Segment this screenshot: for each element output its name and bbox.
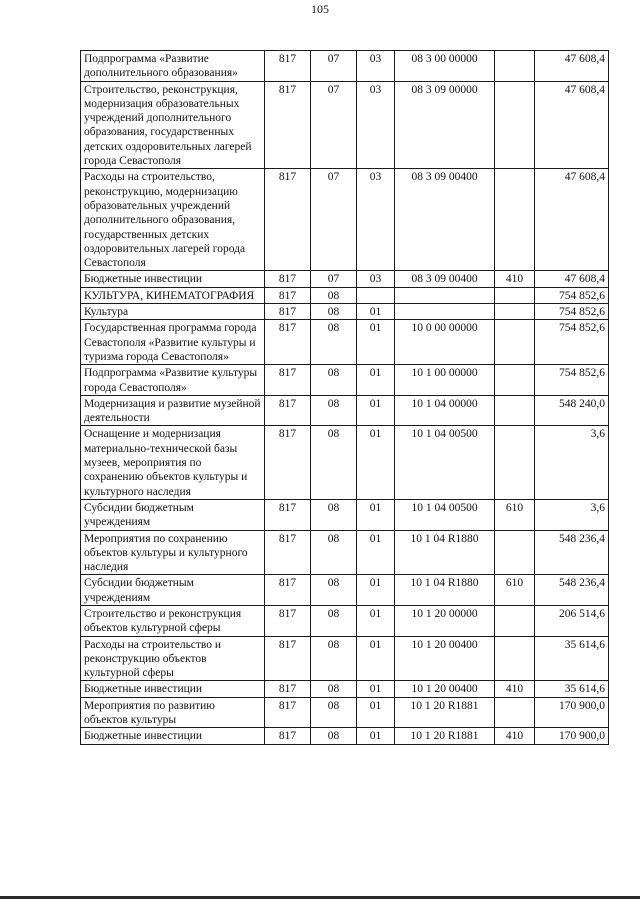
row-gr-cell: 817: [265, 395, 311, 426]
table-row: [81, 575, 609, 606]
row-csr-cell: 08 3 09 00000: [395, 81, 495, 169]
row-name-cell: Строительство, реконструкция, модернизация образовательных учреждений дополнительного образования, государственных детских оздоровительных лагерей города Севастополя: [81, 81, 265, 169]
row-name-cell: Расходы на строительство и реконструкцию объектов культурной сферы: [81, 636, 265, 681]
row-pr-cell: 01: [357, 365, 395, 396]
row-gr-cell: 817: [265, 81, 311, 169]
row-rz-cell: 08: [311, 728, 357, 744]
row-gr-cell: 817: [265, 426, 311, 499]
row-pr-cell: 01: [357, 530, 395, 575]
table-row: [81, 605, 609, 636]
row-name-cell: КУЛЬТУРА, КИНЕМАТОГРАФИЯ: [81, 287, 265, 303]
row-csr-cell: 08 3 09 00400: [395, 271, 495, 287]
row-csr-cell: 10 1 20 R1881: [395, 728, 495, 744]
row-rz-cell: 08: [311, 575, 357, 606]
row-csr-cell: 10 1 20 00400: [395, 636, 495, 681]
table-row: [81, 169, 609, 271]
table-row: [81, 681, 609, 697]
row-pr-cell: 01: [357, 605, 395, 636]
row-gr-cell: 817: [265, 271, 311, 287]
row-name-cell: Подпрограмма «Развитие культуры города Севастополя»: [81, 365, 265, 396]
row-gr-cell: 817: [265, 636, 311, 681]
row-gr-cell: 817: [265, 575, 311, 606]
row-sum-cell: 47 608,4: [535, 51, 609, 82]
row-gr-cell: 817: [265, 728, 311, 744]
row-sum-cell: 206 514,6: [535, 605, 609, 636]
row-gr-cell: 817: [265, 499, 311, 530]
table-row: [81, 636, 609, 681]
row-name-cell: Государственная программа города Севастополя «Развитие культуры и туризма города Севастополя»: [81, 320, 265, 365]
row-pr-cell: 03: [357, 51, 395, 82]
row-pr-cell: [357, 287, 395, 303]
row-gr-cell: 817: [265, 169, 311, 271]
table-row: [81, 271, 609, 287]
row-csr-cell: [395, 304, 495, 320]
table-row: [81, 530, 609, 575]
row-sum-cell: 754 852,6: [535, 287, 609, 303]
row-gr-cell: 817: [265, 681, 311, 697]
row-vr-cell: [495, 365, 535, 396]
row-pr-cell: 01: [357, 697, 395, 728]
row-vr-cell: [495, 51, 535, 82]
row-rz-cell: 07: [311, 81, 357, 169]
page-number: 105: [311, 2, 329, 16]
row-csr-cell: [395, 287, 495, 303]
row-sum-cell: 548 236,4: [535, 575, 609, 606]
row-vr-cell: [495, 320, 535, 365]
row-csr-cell: 08 3 00 00000: [395, 51, 495, 82]
row-sum-cell: 35 614,6: [535, 636, 609, 681]
row-vr-cell: [495, 304, 535, 320]
table-body: [81, 51, 609, 745]
row-sum-cell: 754 852,6: [535, 320, 609, 365]
row-csr-cell: 10 1 04 00000: [395, 395, 495, 426]
row-rz-cell: 08: [311, 636, 357, 681]
row-csr-cell: 10 1 04 00500: [395, 426, 495, 499]
row-gr-cell: 817: [265, 320, 311, 365]
table-row: [81, 81, 609, 169]
row-name-cell: Бюджетные инвестиции: [81, 681, 265, 697]
row-rz-cell: 08: [311, 605, 357, 636]
row-name-cell: Расходы на строительство, реконструкцию, модернизацию образовательных учреждений дополнительного образования, государственных детских оздоровительных лагерей города Севастополя: [81, 169, 265, 271]
row-name-cell: Мероприятия по сохранению объектов культуры и культурного наследия: [81, 530, 265, 575]
budget-table: [80, 50, 609, 745]
row-csr-cell: 10 1 00 00000: [395, 365, 495, 396]
row-name-cell: Субсидии бюджетным учреждениям: [81, 575, 265, 606]
row-vr-cell: [495, 636, 535, 681]
row-rz-cell: 08: [311, 320, 357, 365]
row-sum-cell: 170 900,0: [535, 697, 609, 728]
row-vr-cell: [495, 605, 535, 636]
table-row: [81, 287, 609, 303]
row-vr-cell: [495, 287, 535, 303]
row-pr-cell: 01: [357, 304, 395, 320]
row-csr-cell: 10 1 20 00400: [395, 681, 495, 697]
row-pr-cell: 01: [357, 636, 395, 681]
row-rz-cell: 07: [311, 51, 357, 82]
row-name-cell: Модернизация и развитие музейной деятельности: [81, 395, 265, 426]
row-rz-cell: 08: [311, 287, 357, 303]
row-gr-cell: 817: [265, 304, 311, 320]
row-gr-cell: 817: [265, 287, 311, 303]
table-row: [81, 395, 609, 426]
row-vr-cell: [495, 81, 535, 169]
row-pr-cell: 01: [357, 426, 395, 499]
row-vr-cell: 410: [495, 271, 535, 287]
row-sum-cell: 47 608,4: [535, 81, 609, 169]
row-pr-cell: 01: [357, 499, 395, 530]
row-vr-cell: 610: [495, 499, 535, 530]
row-rz-cell: 08: [311, 365, 357, 396]
row-pr-cell: 01: [357, 320, 395, 365]
row-sum-cell: 170 900,0: [535, 728, 609, 744]
row-sum-cell: 3,6: [535, 499, 609, 530]
table-row: [81, 320, 609, 365]
row-gr-cell: 817: [265, 697, 311, 728]
row-sum-cell: 47 608,4: [535, 271, 609, 287]
row-sum-cell: 35 614,6: [535, 681, 609, 697]
row-rz-cell: 08: [311, 697, 357, 728]
row-name-cell: Субсидии бюджетным учреждениям: [81, 499, 265, 530]
row-sum-cell: 3,6: [535, 426, 609, 499]
row-vr-cell: 410: [495, 681, 535, 697]
row-sum-cell: 47 608,4: [535, 169, 609, 271]
row-sum-cell: 754 852,6: [535, 304, 609, 320]
row-vr-cell: [495, 530, 535, 575]
row-gr-cell: 817: [265, 51, 311, 82]
row-csr-cell: 10 1 04 R1880: [395, 575, 495, 606]
table-row: [81, 426, 609, 499]
row-name-cell: Культура: [81, 304, 265, 320]
row-pr-cell: 03: [357, 81, 395, 169]
row-rz-cell: 08: [311, 530, 357, 575]
row-sum-cell: 548 240,0: [535, 395, 609, 426]
row-rz-cell: 08: [311, 681, 357, 697]
row-rz-cell: 07: [311, 271, 357, 287]
row-gr-cell: 817: [265, 365, 311, 396]
row-vr-cell: [495, 426, 535, 499]
table-row: [81, 499, 609, 530]
row-csr-cell: 10 1 20 00000: [395, 605, 495, 636]
table-row: [81, 697, 609, 728]
row-pr-cell: 01: [357, 395, 395, 426]
row-name-cell: Бюджетные инвестиции: [81, 271, 265, 287]
row-pr-cell: 01: [357, 728, 395, 744]
row-vr-cell: [495, 697, 535, 728]
row-csr-cell: 10 1 20 R1881: [395, 697, 495, 728]
row-pr-cell: 01: [357, 575, 395, 606]
row-csr-cell: 10 0 00 00000: [395, 320, 495, 365]
row-csr-cell: 08 3 09 00400: [395, 169, 495, 271]
table-row: [81, 728, 609, 744]
row-name-cell: Оснащение и модернизация материально-технической базы музеев, мероприятия по сохранению объектов культуры и культурного наследия: [81, 426, 265, 499]
row-csr-cell: 10 1 04 R1880: [395, 530, 495, 575]
table-row: [81, 304, 609, 320]
row-name-cell: Бюджетные инвестиции: [81, 728, 265, 744]
row-sum-cell: 548 236,4: [535, 530, 609, 575]
table-row: [81, 365, 609, 396]
row-pr-cell: 03: [357, 271, 395, 287]
row-pr-cell: 03: [357, 169, 395, 271]
row-vr-cell: 410: [495, 728, 535, 744]
row-pr-cell: 01: [357, 681, 395, 697]
row-rz-cell: 08: [311, 426, 357, 499]
row-rz-cell: 08: [311, 499, 357, 530]
scan-bottom-edge: [0, 896, 640, 899]
row-csr-cell: 10 1 04 00500: [395, 499, 495, 530]
row-vr-cell: [495, 395, 535, 426]
table-row: [81, 51, 609, 82]
row-name-cell: Подпрограмма «Развитие дополнительного образования»: [81, 51, 265, 82]
row-rz-cell: 08: [311, 395, 357, 426]
row-vr-cell: [495, 169, 535, 271]
row-rz-cell: 08: [311, 304, 357, 320]
row-vr-cell: 610: [495, 575, 535, 606]
row-gr-cell: 817: [265, 530, 311, 575]
row-name-cell: Строительство и реконструкция объектов культурной сферы: [81, 605, 265, 636]
row-rz-cell: 07: [311, 169, 357, 271]
row-gr-cell: 817: [265, 605, 311, 636]
row-name-cell: Мероприятия по развитию объектов культуры: [81, 697, 265, 728]
row-sum-cell: 754 852,6: [535, 365, 609, 396]
